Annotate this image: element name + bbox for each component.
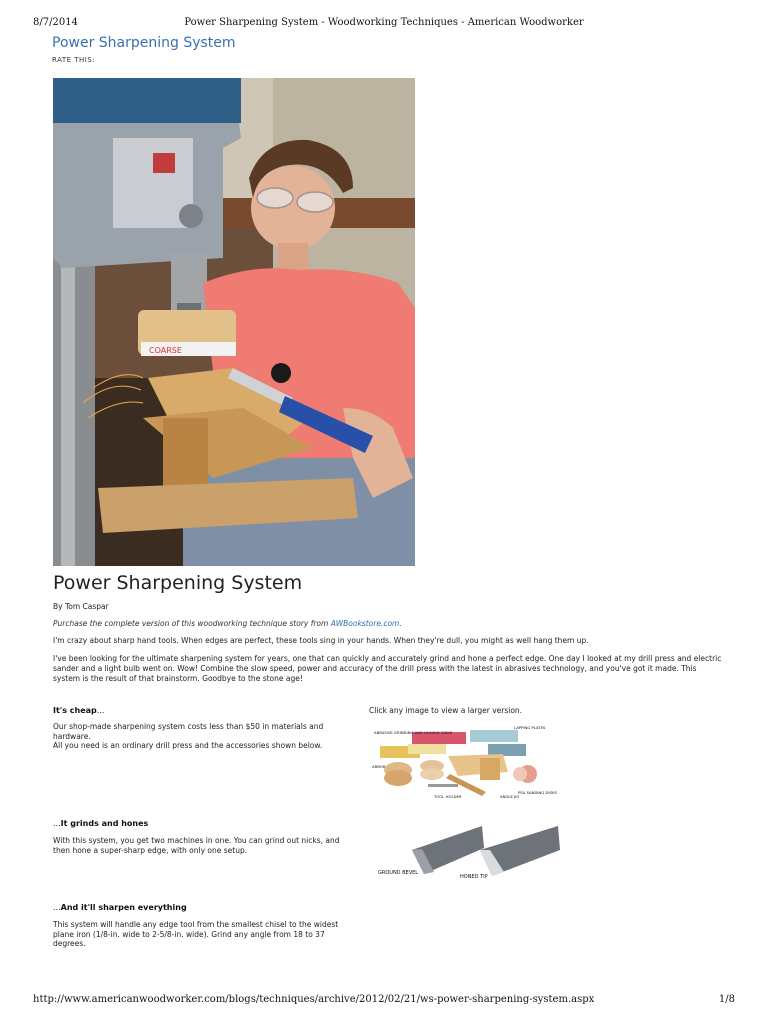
print-page-title: Power Sharpening System - Woodworking Techniques - American Woodworker [184,17,584,28]
print-page-number: 1/8 [718,994,735,1005]
section-heading-cheap [53,706,104,715]
intro-paragraph-1: I'm crazy about sharp hand tools. When edges are perfect, these tools sing in your hands. When they're dull, you might as well hang them up. [53,636,589,645]
hero-photo-illustration [53,78,415,566]
intro-paragraph-2: I've been looking for the ultimate sharpening system for years, one that can quickly and accurately grind and hone a perfect edge. One day I looked at my drill press and electric sander and a light bulb went on. Wow! Combine the slow speed, power and accuracy of the drill press with the latest in abrasives technology, and you've got it made. This system is the result of that brainstorm. Goodbye to the stone age! [53,654,722,683]
section-body-everything: This system will handle any edge tool from the smallest chisel to the widest plane iron (1/8-in. wide to 2-5/8-in. wide). Grind any angle from 18 to 37 degrees. [53,920,339,948]
angle-jig-label: ANGLE JIG [500,794,520,799]
arbor-label: ARBOR [372,764,386,769]
section-body-grinds: With this system, you get two machines in one. You can grind out nicks, and then hone a super-sharp edge, with only one setup. [53,836,340,855]
section-heading-everything [53,903,187,912]
sharpening-kit-image[interactable] [368,722,564,802]
purchase-note [53,619,402,628]
ground-bevel-label: GROUND BEVEL [378,870,419,876]
section-trail: ... [96,706,105,715]
section-body-cheap: Our shop-made sharpening system costs less than $50 in materials and hardware. All you need is an ordinary drill press and the accessories shown below. [53,722,324,750]
section-dots: ... [53,819,61,828]
article-title: Power Sharpening System [53,572,303,594]
chisel-bevel-image[interactable] [372,822,568,886]
rate-this-label: RATE THIS: [52,56,96,64]
tool-holder-label: TOOL HOLDER [434,794,462,799]
print-date: 8/7/2014 [33,17,78,28]
click-image-note: Click any image to view a larger version. [369,706,523,715]
section-dots: ... [53,903,61,912]
section-heading-grinds [53,819,148,828]
sanding-label: PSA SANDING DISKS [518,790,557,795]
abrasive-label: ABRASIVE GRINDING AND HONING DISKS [374,730,453,735]
section-heading-text: It's cheap [53,706,97,715]
honed-tip-label: HONED TIP [460,874,488,880]
byline: By Tom Caspar [53,602,109,611]
section-heading-text: It grinds and hones [60,819,149,828]
purchase-suffix: . [399,619,402,628]
chisel-bevel-illustration [372,822,568,886]
site-title-link[interactable]: Power Sharpening System [52,35,236,51]
coarse-label: COARSE [149,346,182,355]
section-heading-text: And it'll sharpen everything [60,903,187,912]
hero-photo[interactable] [53,78,415,566]
purchase-prefix: Purchase the complete version of this woodworking technique story from [53,619,331,628]
bookstore-link[interactable]: AWBookstore.com [330,619,400,628]
print-footer [33,994,735,1008]
sharpening-kit-illustration [368,722,564,802]
print-url: http://www.americanwoodworker.com/blogs/techniques/archive/2012/02/21/ws-power-sharpening-system.aspx [33,994,595,1005]
lapping-label: LAPPING PLATES [514,725,546,730]
print-header [33,17,735,31]
